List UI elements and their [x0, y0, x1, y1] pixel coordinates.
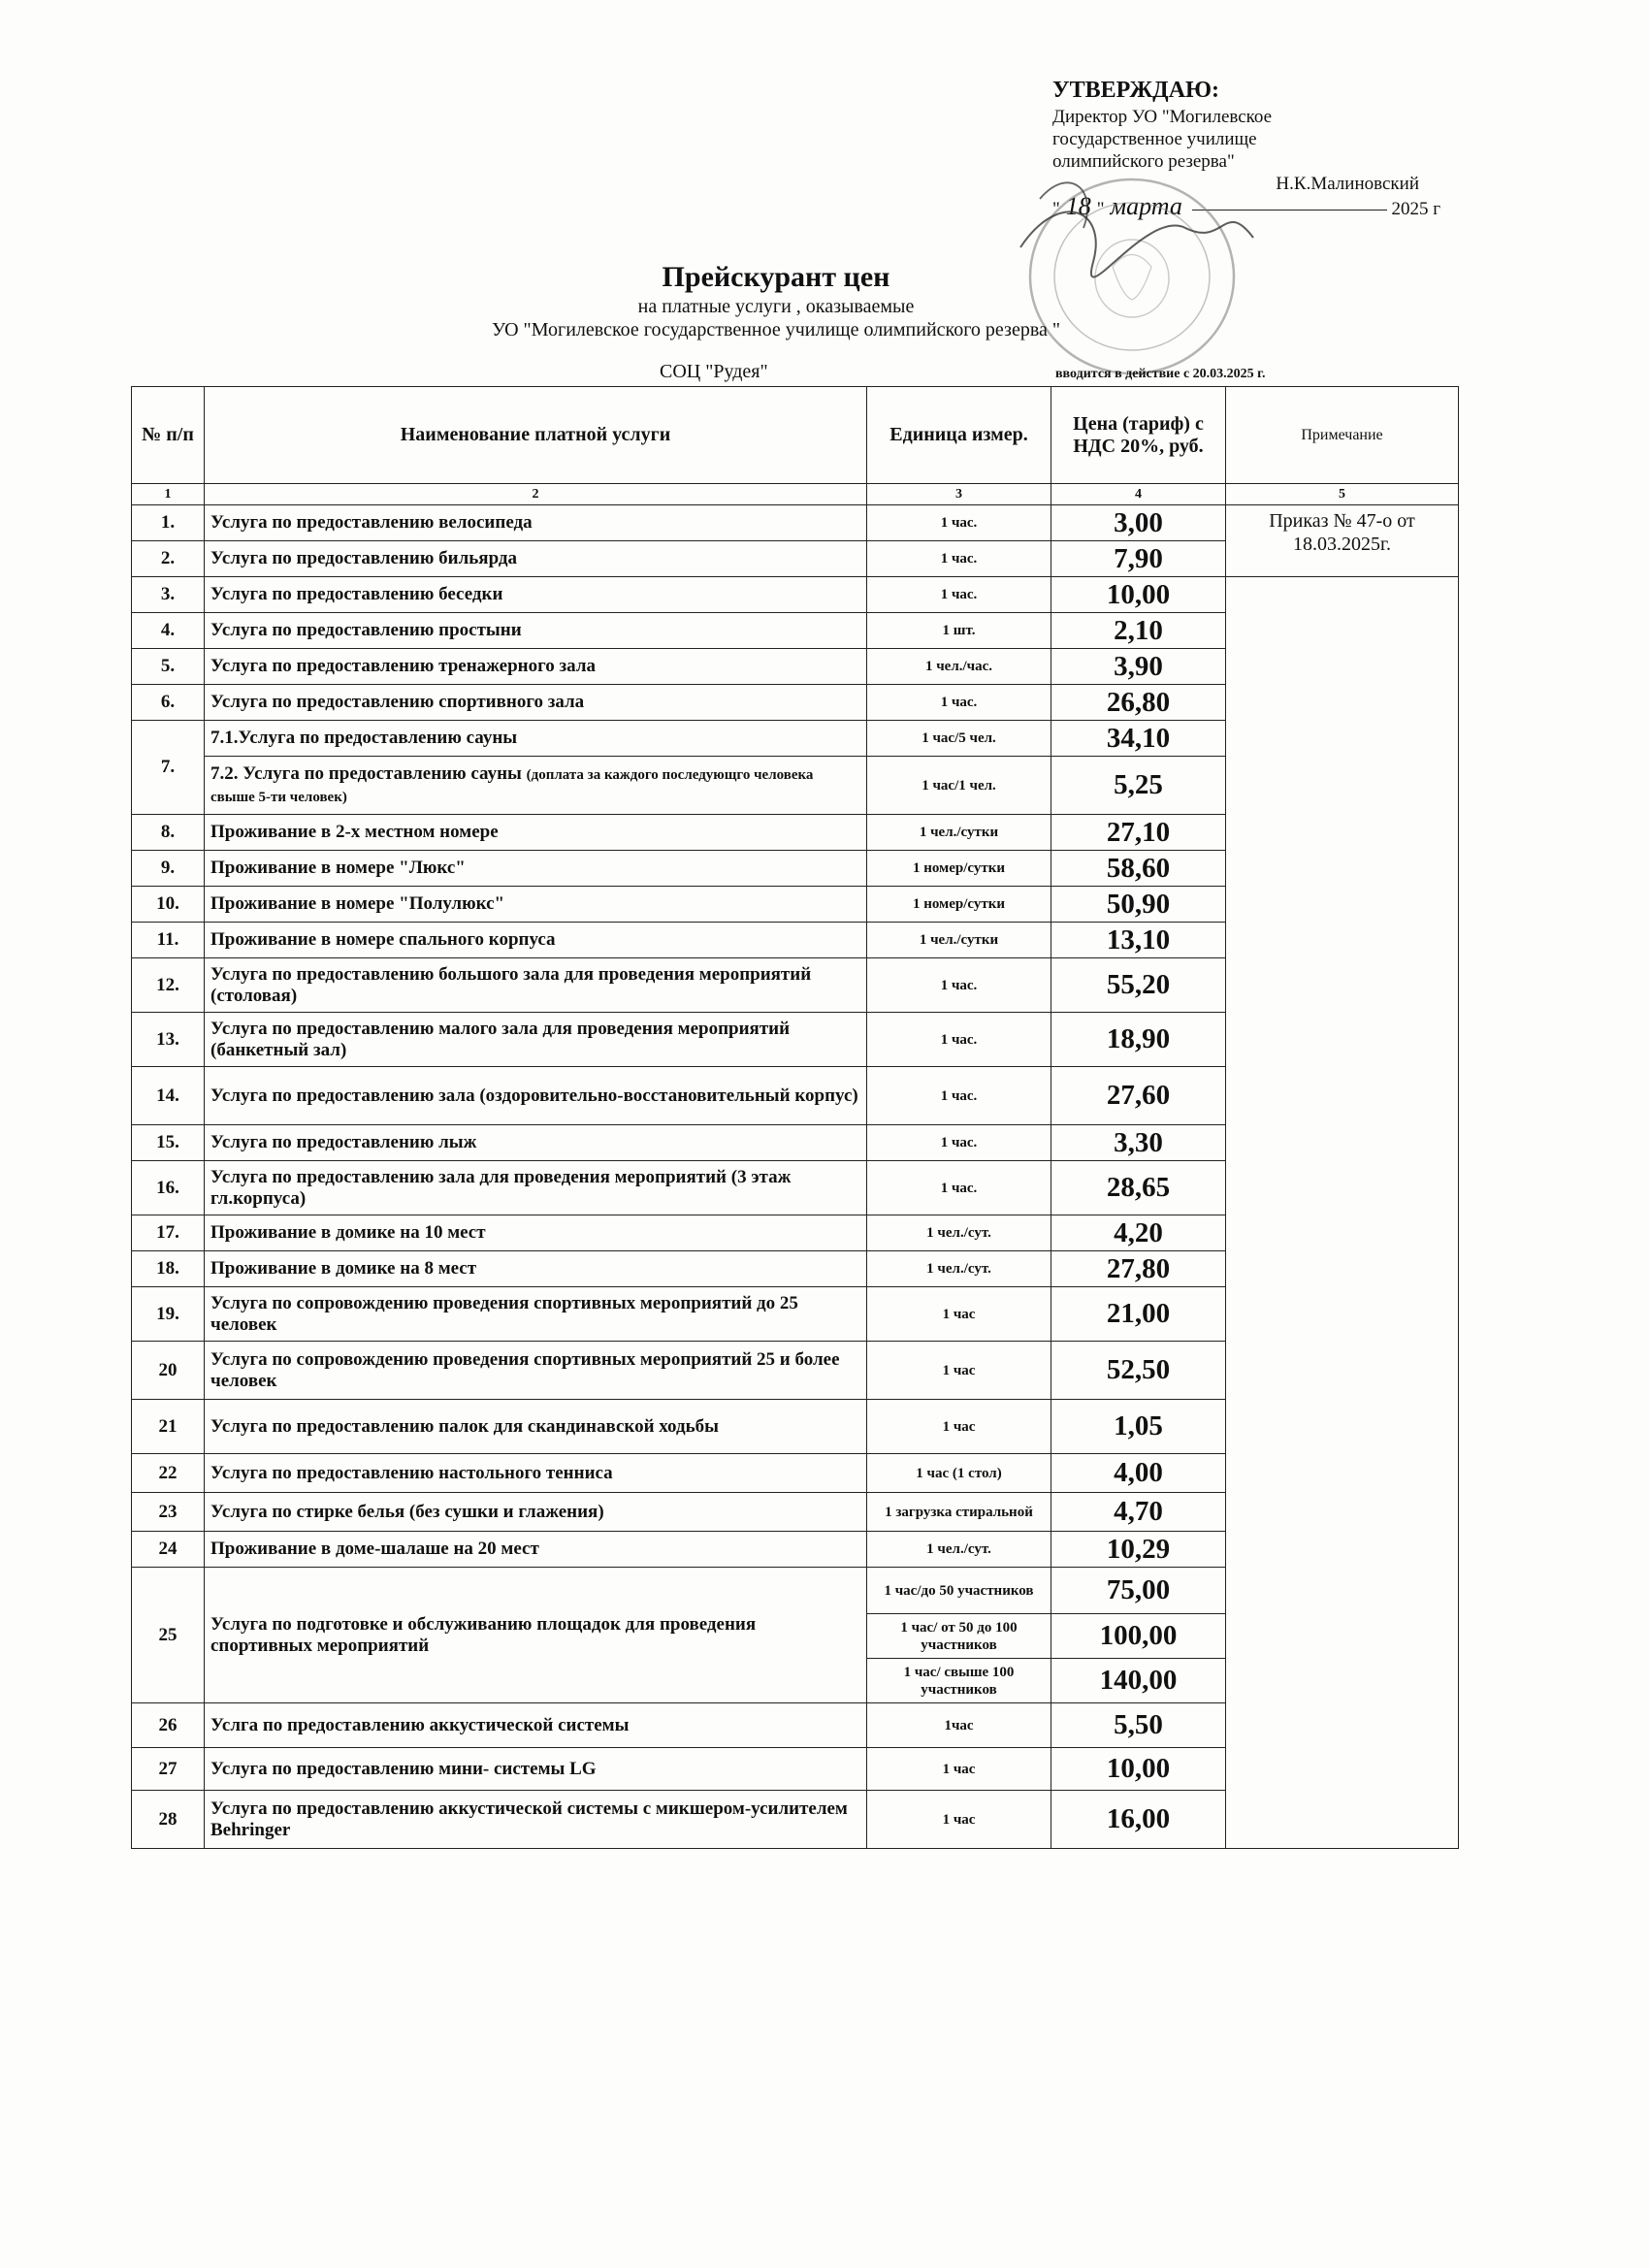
service-name: 7.1.Услуга по предоставлению сауны	[205, 721, 867, 757]
service-name: Услуга по предоставлению зала для проведения мероприятий (3 этаж гл.корпуса)	[205, 1161, 867, 1215]
service-name: Услуга по предоставлению малого зала для проведения мероприятий (банкетный зал)	[205, 1013, 867, 1067]
service-unit: 1 час.	[867, 1125, 1051, 1161]
service-name-main: 7.2. Услуга по предоставлению сауны	[210, 762, 522, 784]
row-num: 9.	[132, 851, 205, 887]
service-name: Услуга по предоставлению зала (оздоровительно-восстановительный корпус)	[205, 1067, 867, 1125]
row-num: 14.	[132, 1067, 205, 1125]
service-price: 13,10	[1051, 923, 1226, 958]
row-num: 26	[132, 1703, 205, 1748]
service-unit: 1 час/ свыше 100 участников	[867, 1659, 1051, 1703]
subtitle-2: УО "Могилевское государственное училище олимпийского резерва "	[491, 319, 1061, 340]
service-price: 4,00	[1051, 1454, 1226, 1493]
service-price: 16,00	[1051, 1791, 1226, 1849]
service-price: 18,90	[1051, 1013, 1226, 1067]
service-unit: 1 час	[867, 1342, 1051, 1400]
service-unit: 1 час/ от 50 до 100 участников	[867, 1614, 1051, 1659]
service-name: Услуга по предоставлению палок для скандинавской ходьбы	[205, 1400, 867, 1454]
service-name	[205, 757, 867, 815]
service-price: 100,00	[1051, 1614, 1226, 1659]
service-unit: 1 час	[867, 1748, 1051, 1791]
header-num: № п/п	[132, 387, 205, 484]
service-name: Услуга по сопровождению проведения спортивных мероприятий до 25 человек	[205, 1287, 867, 1342]
service-unit: 1 час.	[867, 958, 1051, 1013]
row-num: 25	[132, 1568, 205, 1703]
service-unit: 1 чел./сут.	[867, 1532, 1051, 1568]
page-title: Прейскурант цен	[662, 261, 890, 293]
service-price: 27,80	[1051, 1251, 1226, 1287]
service-price: 26,80	[1051, 685, 1226, 721]
service-unit: 1 час.	[867, 541, 1051, 577]
service-unit: 1 чел./час.	[867, 649, 1051, 685]
table-row	[132, 577, 1459, 613]
service-price: 52,50	[1051, 1342, 1226, 1400]
row-num: 23	[132, 1493, 205, 1532]
service-name: Услуга по предоставлению мини- системы LG	[205, 1748, 867, 1791]
row-num: 16.	[132, 1161, 205, 1215]
service-price: 10,00	[1051, 1748, 1226, 1791]
row-num: 17.	[132, 1215, 205, 1251]
service-unit: 1 час.	[867, 1161, 1051, 1215]
table-row	[132, 505, 1459, 541]
row-num: 12.	[132, 958, 205, 1013]
row-num: 19.	[132, 1287, 205, 1342]
service-price: 2,10	[1051, 613, 1226, 649]
service-unit: 1 чел./сут.	[867, 1215, 1051, 1251]
service-name: Услга по предоставлению аккустической системы	[205, 1703, 867, 1748]
service-price: 7,90	[1051, 541, 1226, 577]
column-index: 4	[1051, 484, 1226, 505]
header-name: Наименование платной услуги	[205, 387, 867, 484]
row-num: 24	[132, 1532, 205, 1568]
service-price: 3,90	[1051, 649, 1226, 685]
row-num: 13.	[132, 1013, 205, 1067]
row-num: 11.	[132, 923, 205, 958]
header-note: Примечание	[1226, 387, 1459, 484]
service-name: Услуга по сопровождению проведения спортивных мероприятий 25 и более человек	[205, 1342, 867, 1400]
column-index: 2	[205, 484, 867, 505]
service-unit: 1 чел./сутки	[867, 923, 1051, 958]
row-num: 1.	[132, 505, 205, 541]
approval-heading: УТВЕРЖДАЮ:	[1052, 78, 1220, 103]
row-num: 8.	[132, 815, 205, 851]
service-price: 4,20	[1051, 1215, 1226, 1251]
service-unit: 1 час	[867, 1400, 1051, 1454]
service-price: 5,25	[1051, 757, 1226, 815]
row-num: 2.	[132, 541, 205, 577]
service-name: Услуга по стирке белья (без сушки и глажения)	[205, 1493, 867, 1532]
service-unit: 1 чел./сутки	[867, 815, 1051, 851]
service-unit: 1 час/5 чел.	[867, 721, 1051, 757]
service-price: 1,05	[1051, 1400, 1226, 1454]
document-titles	[417, 260, 1135, 341]
row-num: 6.	[132, 685, 205, 721]
service-price: 58,60	[1051, 851, 1226, 887]
service-name: Проживание в номере "Полулюкс"	[205, 887, 867, 923]
service-price: 27,10	[1051, 815, 1226, 851]
service-unit: 1 час.	[867, 1013, 1051, 1067]
row-num: 10.	[132, 887, 205, 923]
soc-name: СОЦ "Рудея"	[660, 361, 768, 382]
approval-line-1: Директор УО "Могилевское	[1052, 107, 1273, 127]
service-unit: 1 час	[867, 1287, 1051, 1342]
service-name: Проживание в доме-шалаше на 20 мест	[205, 1532, 867, 1568]
service-name: Проживание в домике на 10 мест	[205, 1215, 867, 1251]
service-name: Услуга по предоставлению лыж	[205, 1125, 867, 1161]
column-index-row	[132, 484, 1459, 505]
header-price: Цена (тариф) с НДС 20%, руб.	[1051, 387, 1226, 484]
service-name: Услуга по предоставлению велосипеда	[205, 505, 867, 541]
service-unit: 1 час/до 50 участников	[867, 1568, 1051, 1614]
service-unit: 1 номер/сутки	[867, 851, 1051, 887]
subtitle-1: на платные услуги , оказываемые	[637, 296, 915, 317]
approval-signer: Н.К.Малиновский	[1276, 174, 1419, 194]
service-unit: 1 час (1 стол)	[867, 1454, 1051, 1493]
service-price: 34,10	[1051, 721, 1226, 757]
date-quote-close: "	[1096, 199, 1105, 219]
note-cell: Приказ № 47-о от 18.03.2025г.	[1226, 505, 1459, 577]
row-num: 4.	[132, 613, 205, 649]
service-unit: 1час	[867, 1703, 1051, 1748]
note-empty-cell	[1226, 577, 1459, 1849]
row-num: 15.	[132, 1125, 205, 1161]
service-name: Услуга по предоставлению настольного тенниса	[205, 1454, 867, 1493]
approval-line-2: государственное училище	[1052, 129, 1257, 149]
service-price: 5,50	[1051, 1703, 1226, 1748]
service-name: Проживание в домике на 8 мест	[205, 1251, 867, 1287]
service-price: 140,00	[1051, 1659, 1226, 1703]
service-name: Услуга по предоставлению аккустической системы с микшером-усилителем Behringer	[205, 1791, 867, 1849]
service-name: Услуга по предоставлению большого зала для проведения мероприятий (столовая)	[205, 958, 867, 1013]
row-num: 20	[132, 1342, 205, 1400]
header-unit: Единица измер.	[867, 387, 1051, 484]
service-unit: 1 час.	[867, 577, 1051, 613]
service-price: 55,20	[1051, 958, 1226, 1013]
row-num: 7.	[132, 721, 205, 815]
row-num: 27	[132, 1748, 205, 1791]
row-num: 3.	[132, 577, 205, 613]
service-unit: 1 час.	[867, 685, 1051, 721]
service-price: 21,00	[1051, 1287, 1226, 1342]
service-name: Услуга по предоставлению простыни	[205, 613, 867, 649]
service-unit: 1 номер/сутки	[867, 887, 1051, 923]
service-unit: 1 час.	[867, 505, 1051, 541]
row-num: 18.	[132, 1251, 205, 1287]
service-unit: 1 чел./сут.	[867, 1251, 1051, 1287]
date-month: марта	[1110, 192, 1182, 220]
service-unit: 1 шт.	[867, 613, 1051, 649]
column-index: 3	[867, 484, 1051, 505]
service-name: Услуга по подготовке и обслуживанию площадок для проведения спортивных мероприятий	[205, 1568, 867, 1703]
column-index: 5	[1226, 484, 1459, 505]
service-price: 3,30	[1051, 1125, 1226, 1161]
row-num: 22	[132, 1454, 205, 1493]
service-name: Проживание в 2-х местном номере	[205, 815, 867, 851]
service-unit: 1 час.	[867, 1067, 1051, 1125]
service-price: 10,29	[1051, 1532, 1226, 1568]
service-name: Услуга по предоставлению беседки	[205, 577, 867, 613]
price-table	[131, 386, 1459, 1849]
service-name: Проживание в номере "Люкс"	[205, 851, 867, 887]
service-unit: 1 загрузка стиральной	[867, 1493, 1051, 1532]
service-price: 28,65	[1051, 1161, 1226, 1215]
row-num: 5.	[132, 649, 205, 685]
row-num: 21	[132, 1400, 205, 1454]
service-price: 50,90	[1051, 887, 1226, 923]
table-header-row	[132, 387, 1459, 484]
column-index: 1	[132, 484, 205, 505]
row-num: 28	[132, 1791, 205, 1849]
service-price: 10,00	[1051, 577, 1226, 613]
service-price: 3,00	[1051, 505, 1226, 541]
service-price: 4,70	[1051, 1493, 1226, 1532]
date-day: 18	[1065, 192, 1091, 220]
service-name: Услуга по предоставлению бильярда	[205, 541, 867, 577]
date-quote-open: "	[1052, 199, 1060, 219]
effective-date: вводится в действие с 20.03.2025 г.	[1055, 367, 1266, 381]
service-name: Услуга по предоставлению тренажерного зала	[205, 649, 867, 685]
service-unit: 1 час/1 чел.	[867, 757, 1051, 815]
service-price: 75,00	[1051, 1568, 1226, 1614]
service-name-note: (доплата за каждого последующго человека свыше 5-ти человек)	[210, 766, 814, 805]
service-name: Услуга по предоставлению спортивного зала	[205, 685, 867, 721]
date-year: 2025 г	[1391, 199, 1440, 219]
service-name: Проживание в номере спального корпуса	[205, 923, 867, 958]
service-price: 27,60	[1051, 1067, 1226, 1125]
service-unit: 1 час	[867, 1791, 1051, 1849]
approval-line-3: олимпийского резерва"	[1052, 151, 1235, 172]
